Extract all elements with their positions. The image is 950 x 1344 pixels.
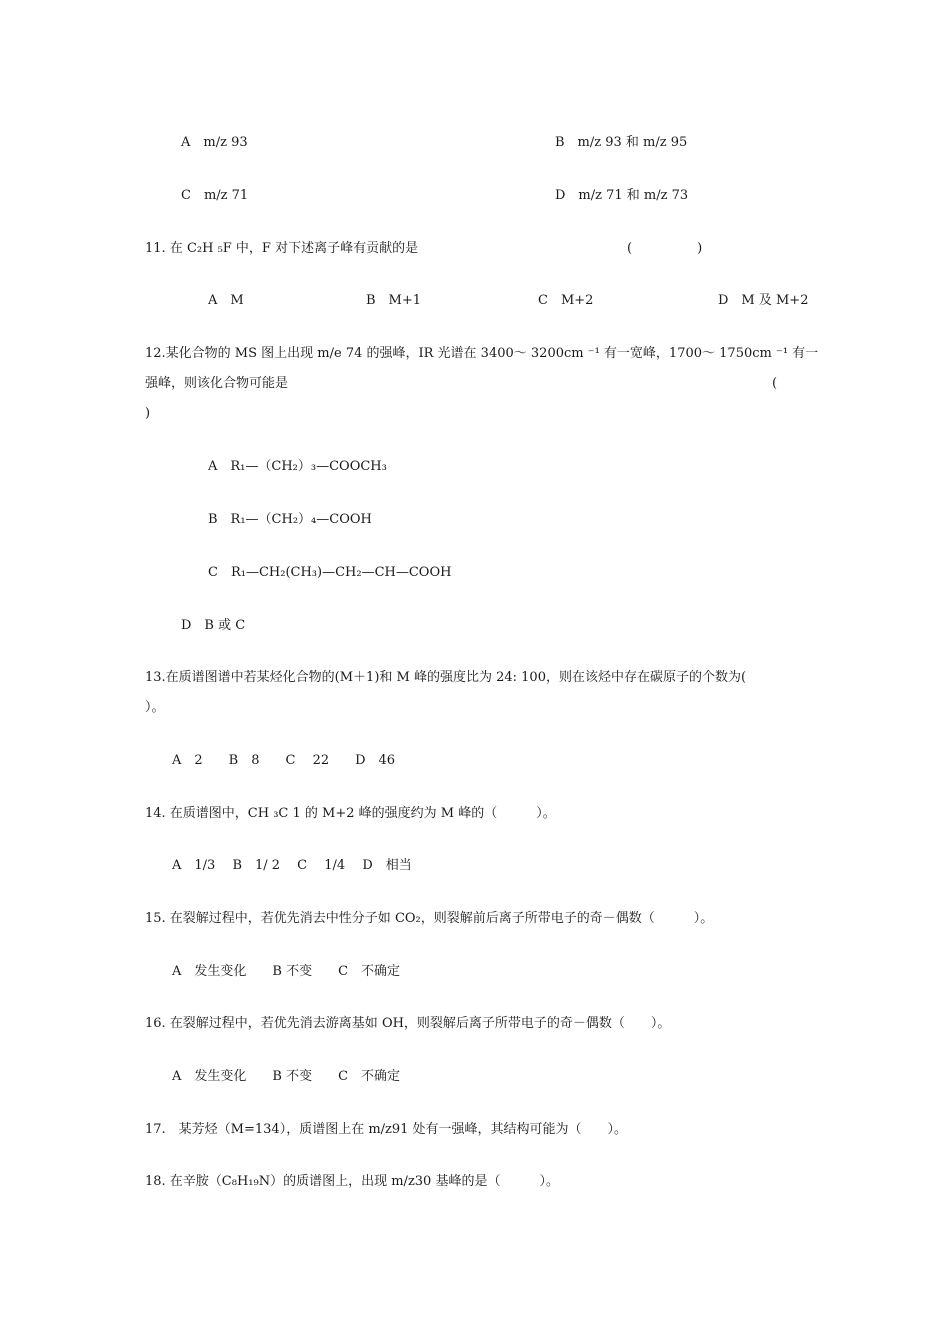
q11-option-c: C M+2	[538, 293, 594, 308]
q12-stem-line1: 12.某化合物的 MS 图上出现 m/e 74 的强峰，IR 光谱在 3400～ 3200cm ⁻¹ 有一宽峰，1700～ 1750cm ⁻¹ 有一	[145, 346, 819, 361]
q12-paren-open: (	[772, 376, 778, 391]
q15-stem: 15. 在裂解过程中，若优先消去中性分子如 CO₂，则裂解前后离子所带电子的奇－偶数（ ）。	[145, 911, 714, 926]
q12-paren-close: )	[145, 406, 151, 421]
q11-answer-paren: ( )	[627, 241, 703, 256]
q12-option-d: D B 或 C	[181, 618, 246, 633]
q11-stem: 11. 在 C₂H ₅F 中，F 对下述离子峰有贡献的是	[145, 241, 419, 256]
q14-options: A 1/3 B 1/ 2 C 1/4 D 相当	[172, 858, 412, 873]
q17-stem: 17. 某芳烃（M=134），质谱图上在 m/z91 处有一强峰，其结构可能为（ ）。	[145, 1122, 628, 1137]
q12-stem-line2: 强峰，则该化合物可能是	[145, 376, 289, 391]
q11-option-d: D M 及 M+2	[718, 293, 809, 308]
q10-option-c: C m/z 71	[181, 188, 249, 203]
q10-option-a: A m/z 93	[181, 135, 248, 150]
q16-options: A 发生变化 B 不变 C 不确定	[172, 1069, 401, 1084]
q12-option-a: A R₁—（CH₂）₃—COOCH₃	[208, 459, 387, 474]
q13-stem-line2: ）。	[145, 700, 165, 715]
q12-option-b: B R₁—（CH₂）₄—COOH	[208, 512, 372, 527]
q11-option-a: A M	[208, 293, 244, 308]
q16-stem: 16. 在裂解过程中，若优先消去游离基如 OH，则裂解后离子所带电子的奇－偶数（ ）。	[145, 1016, 671, 1031]
q15-options: A 发生变化 B 不变 C 不确定	[172, 964, 401, 979]
q13-options: A 2 B 8 C 22 D 46	[172, 753, 396, 768]
q18-stem: 18. 在辛胺（C₈H₁₉N）的质谱图上，出现 m/z30 基峰的是（ ）。	[145, 1174, 559, 1189]
q11-option-b: B M+1	[366, 293, 422, 308]
q14-stem: 14. 在质谱图中，CH ₃C 1 的 M+2 峰的强度约为 M 峰的（ ）。	[145, 806, 556, 821]
q13-stem-line1: 13.在质谱图谱中若某烃化合物的(M＋1)和 M 峰的强度比为 24: 100，则在该烃中存在碳原子的个数为(	[145, 670, 747, 685]
q10-option-d: D m/z 71 和 m/z 73	[555, 188, 689, 203]
q12-option-c: C R₁—CH₂(CH₃)—CH₂—CH—COOH	[208, 565, 452, 580]
q10-option-b: B m/z 93 和 m/z 95	[555, 135, 688, 150]
